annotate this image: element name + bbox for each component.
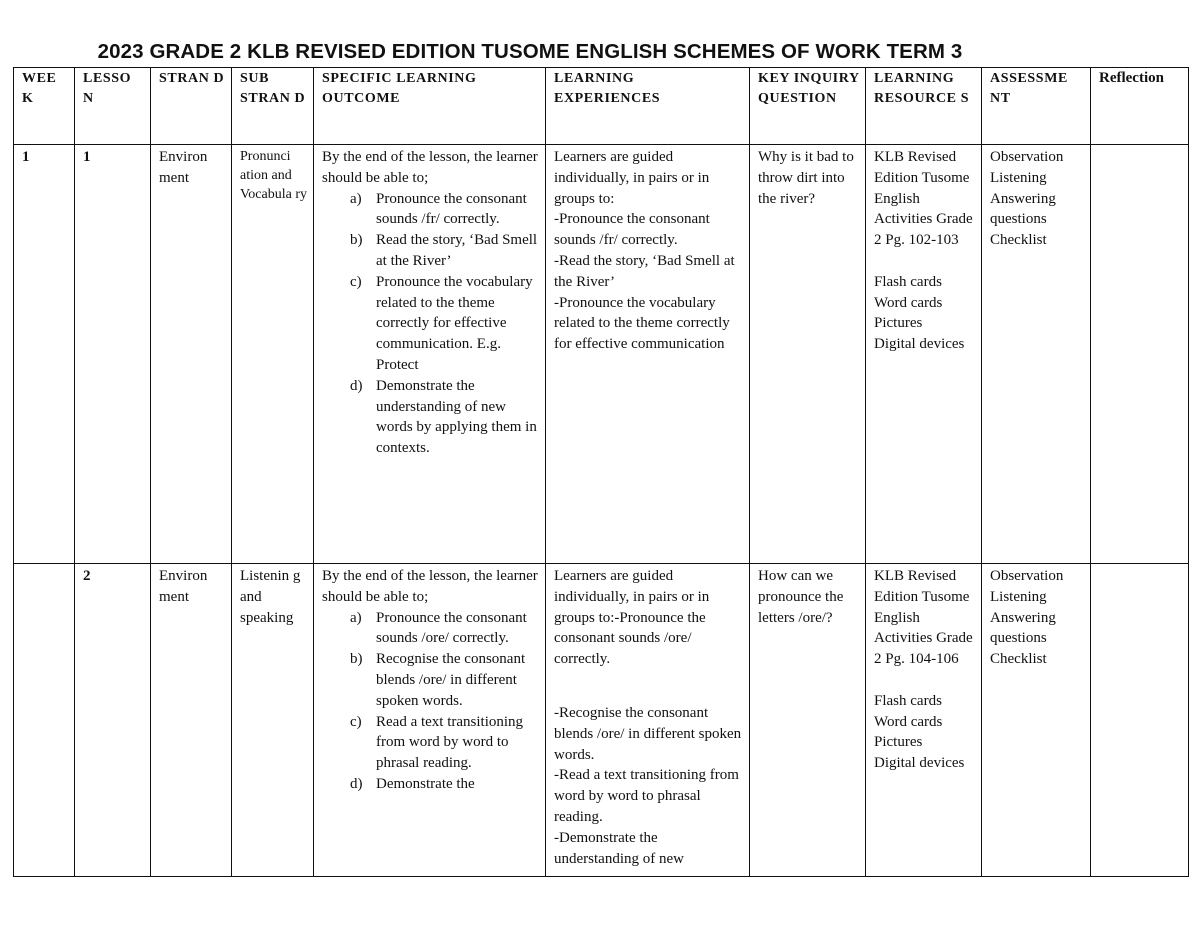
outcome-cell — [314, 145, 546, 564]
strand-cell: Environ ment — [151, 145, 232, 564]
week-cell — [14, 564, 75, 877]
sub-strand-cell: Listenin g and speaking — [232, 564, 314, 877]
outcome-cell — [314, 564, 546, 877]
header-row — [14, 68, 1189, 145]
header-strand: STRAN D — [151, 68, 232, 145]
header-sub-strand: SUB STRAN D — [232, 68, 314, 145]
inquiry-cell: Why is it bad to throw dirt into the river? — [750, 145, 866, 564]
header-reflection: Reflection — [1091, 68, 1189, 145]
header-lesson: LESSO N — [75, 68, 151, 145]
header-outcome: SPECIFIC LEARNING OUTCOME — [314, 68, 546, 145]
table-row — [14, 145, 1189, 564]
experiences-cell: Learners are guided individually, in pairs or in groups to: -Pronounce the consonant sounds /fr/ correctly. -Read the story, ‘Bad Smell at the River’ -Pronounce the vocabulary related to the theme correctly for effective communication — [546, 145, 750, 564]
schemes-of-work-table — [13, 67, 1189, 877]
header-week: WEE K — [14, 68, 75, 145]
list-item: c) Pronounce the vocabulary related to the theme correctly for effective communication. E.g. Protect — [350, 273, 533, 373]
reflection-cell — [1091, 564, 1189, 877]
resources-cell: KLB Revised Edition Tusome English Activities Grade 2 Pg. 102-103 Flash cards Word cards Pictures Digital devices — [866, 145, 982, 564]
header-experiences: LEARNING EXPERIENCES — [546, 68, 750, 145]
document-title: 2023 GRADE 2 KLB REVISED EDITION TUSOME ENGLISH SCHEMES OF WORK TERM 3 — [97, 40, 963, 63]
outcome-list — [322, 608, 540, 795]
list-item: b) Read the story, ‘Bad Smell at the River’ — [350, 232, 538, 269]
assessment-cell: Observation Listening Answering questions Checklist — [982, 564, 1091, 877]
outcome-intro: By the end of the lesson, the learner should be able to; — [322, 149, 538, 186]
list-item: d) Demonstrate the — [350, 775, 475, 792]
lesson-cell: 1 — [75, 145, 151, 564]
list-item: c) Read a text transitioning from word by word to phrasal reading. — [350, 713, 524, 772]
reflection-cell — [1091, 145, 1189, 564]
outcome-list — [322, 189, 540, 459]
strand-cell: Environ ment — [151, 564, 232, 877]
resources-cell: KLB Revised Edition Tusome English Activities Grade 2 Pg. 104-106 Flash cards Word cards Pictures Digital devices — [866, 564, 982, 877]
list-item: a) Pronounce the consonant sounds /ore/ correctly. — [350, 609, 527, 647]
inquiry-cell: How can we pronounce the letters /ore/? — [750, 564, 866, 877]
week-cell: 1 — [14, 145, 75, 564]
experiences-cell: Learners are guided individually, in pairs or in groups to:-Pronounce the consonant sounds /ore/ correctly. -Recognise the consonant blends /ore/ in different spoken words. -Read a text transitioning from word by word to phrasal reading. -Demonstrate the understanding of new — [546, 564, 750, 877]
assessment-cell: Observation Listening Answering questions Checklist — [982, 145, 1091, 564]
header-inquiry: KEY INQUIRY QUESTION — [750, 68, 866, 145]
outcome-intro: By the end of the lesson, the learner should be able to; — [322, 568, 538, 605]
list-item: a) Pronounce the consonant sounds /fr/ correctly. — [350, 190, 527, 228]
list-item: b) Recognise the consonant blends /ore/ in different spoken words. — [350, 651, 526, 709]
list-item: d) Demonstrate the understanding of new words by applying them in contexts. — [350, 377, 537, 457]
sub-strand-cell: Pronunci ation and Vocabula ry — [232, 145, 314, 564]
header-assessment: ASSESSME NT — [982, 68, 1091, 145]
header-resources: LEARNING RESOURCE S — [866, 68, 982, 145]
lesson-cell: 2 — [75, 564, 151, 877]
table-row — [14, 564, 1189, 877]
